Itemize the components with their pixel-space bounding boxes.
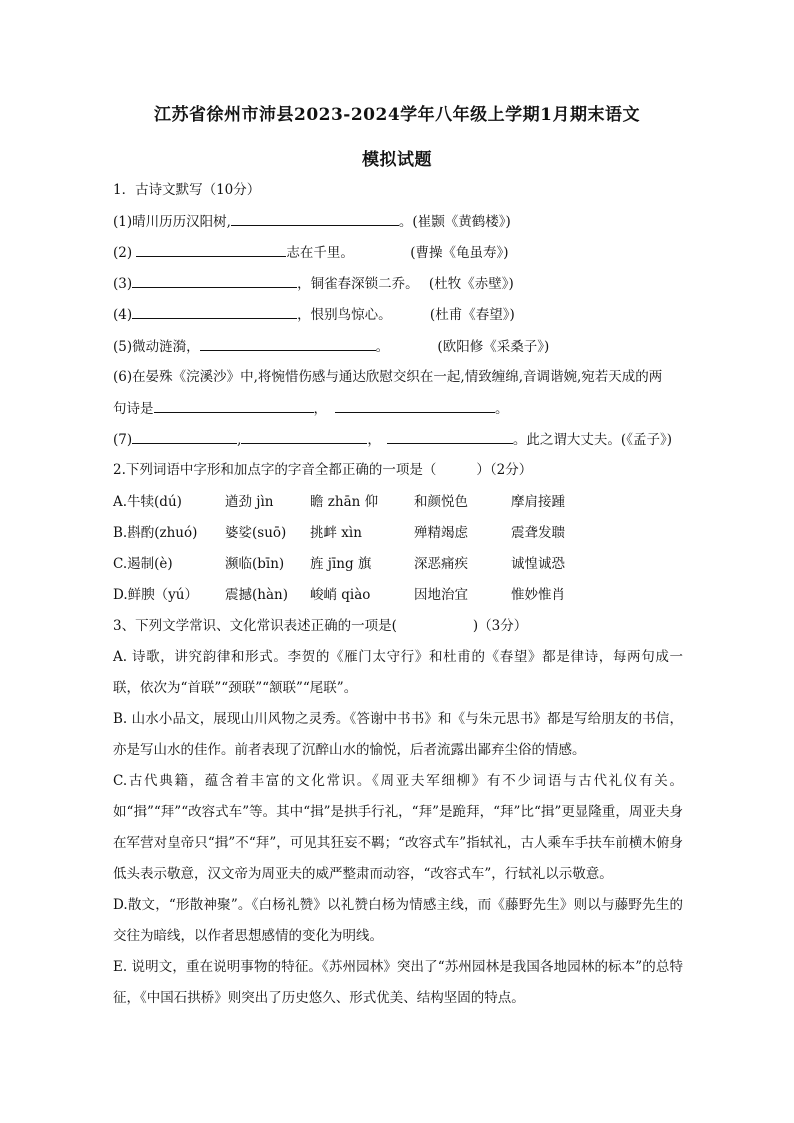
q1-5-text: 。 (375, 339, 390, 355)
q1-item-6-line2 (113, 398, 683, 419)
option-word: 惟妙惟肖 (511, 587, 565, 603)
option-word: D.鲜腴（yú） (113, 587, 198, 603)
option-word: 遒劲 jìn (225, 494, 274, 510)
answer-blank (241, 429, 367, 444)
q2-option-c (113, 554, 683, 574)
answer-blank (132, 273, 297, 288)
answer-blank (335, 398, 495, 413)
q1-2-text: 志在千里。 (286, 245, 354, 261)
answer-blank (132, 304, 297, 319)
q1-4-source: (杜甫《春望》) (429, 307, 515, 323)
q1-item-2 (113, 242, 683, 263)
q3-option-e: E. 说明文，重在说明事物的特征。《苏州园林》突出了“苏州园林是我国各地园林的标本”的总特征，《中国石拱桥》则突出了历史悠久、形式优美、结构坚固的特点。 (113, 959, 683, 1006)
q1-1-prefix: (1)晴川历历汉阳树, (113, 214, 231, 230)
q2-option-b (113, 523, 683, 543)
exam-title: 江苏省徐州市沛县2023-2024学年八年级上学期1月期末语文 (153, 105, 640, 125)
option-word: 震聋发聩 (511, 525, 565, 541)
q1-item-4 (113, 304, 683, 325)
q1-7-sep2: ， (367, 432, 381, 448)
option-word: 婆娑(suō) (225, 525, 287, 541)
option-word: 殚精竭虑 (414, 525, 468, 541)
q3-option-a: A. 诗歌，讲究韵律和形式。李贺的《雁门太守行》和杜甫的《春望》都是律诗，每两句成一联，依次为“首联”“颈联”“颔联”“尾联”。 (113, 649, 683, 696)
option-word: 摩肩接踵 (511, 494, 565, 510)
option-word: 峻峭 qiào (310, 587, 371, 603)
q1-item-3 (113, 273, 683, 294)
option-word: A.牛犊(dú) (113, 494, 182, 510)
q1-item-1 (113, 211, 683, 232)
q1-3-source: (杜牧《赤壁》) (428, 276, 514, 292)
q1-6-end: 。 (495, 401, 509, 417)
answer-blank (200, 336, 376, 351)
q1-1-source: 。(崔颢《黄鹤楼》) (398, 214, 511, 230)
q3-option-b: B. 山水小品文，展现山川风物之灵秀。《答谢中书书》和《与朱元思书》都是写给朋友的书信，亦是写山水的佳作。前者表现了沉醉山水的愉悦，后者流露出鄙弃尘俗的情感。 (113, 711, 683, 758)
answer-blank (136, 242, 286, 257)
option-word: B.斟酌(zhuó) (113, 525, 198, 541)
option-word: C.遏制(è) (113, 556, 173, 572)
q1-item-7 (113, 429, 683, 450)
q1-7-sep1: , (237, 432, 242, 448)
q2-header-text: 2.下列词语中字形和加点字的字音全都正确的一项是（ (113, 462, 437, 478)
q2-option-d (113, 585, 683, 605)
q1-item-5 (113, 336, 683, 357)
answer-blank (231, 211, 399, 226)
q1-7-prefix: (7) (113, 432, 133, 448)
option-word: 震撼(hàn) (225, 587, 288, 603)
exam-subtitle: 模拟试题 (362, 150, 432, 170)
q1-4-prefix: (4) (113, 307, 133, 323)
answer-blank (154, 398, 314, 413)
q1-4-text: ，恨别鸟惊心。 (297, 307, 392, 323)
q1-header: 1．古诗文默写（10分） (113, 182, 261, 198)
answer-blank (132, 429, 237, 444)
q3-header-score: )（3分） (472, 618, 528, 634)
option-word: 旌 jīng 旗 (310, 556, 372, 572)
q1-3-prefix: (3) (113, 276, 133, 292)
option-word: 诚惶诚恐 (511, 556, 565, 572)
q3-header-text: 3、下列文学常识、文化常识表述正确的一项是( (113, 618, 397, 634)
q1-2-source: (曹操《龟虽寿》) (410, 245, 509, 261)
option-word: 挑衅 xìn (310, 525, 362, 541)
answer-blank (387, 429, 513, 444)
option-word: 瞻 zhān 仰 (310, 494, 379, 510)
q1-6-prefix: 句诗是 (113, 401, 154, 417)
q1-7-source: 。此之谓大丈夫。(《孟子》) (512, 432, 672, 448)
q1-2-prefix: (2) (113, 245, 133, 261)
q1-6-comma: ， (313, 401, 327, 417)
q2-header (113, 460, 683, 480)
option-word: 和颜悦色 (414, 494, 468, 510)
option-word: 深恶痛疾 (414, 556, 468, 572)
q1-item-6-line1: (6)在晏殊《浣溪沙》中,将惋惜伤感与通达欣慰交织在一起,情致缠绵,音调谐婉,宛若天成的两 (113, 369, 663, 385)
option-word: 濒临(bīn) (225, 556, 285, 572)
q3-option-c: C.古代典籍，蕴含着丰富的文化常识。《周亚夫军细柳》有不少词语与古代礼仪有关。如“揖”“拜”“改容式车”等。其中“揖”是拱手行礼，“拜”是跪拜，“拜”比“揖”更显隆重，周亚夫身在军营对皇帝只“揖”不“拜”，可见其狂妄不羁；“改容式车”指轼礼，古人乘车手扶车前横木俯身低头表示敬意，汉文帝为周亚夫的威严整肃而动容，“改容式车”，行轼礼以示敬意。 (113, 773, 683, 882)
q3-header (113, 616, 683, 636)
q1-5-source: (欧阳修《采桑子》) (437, 339, 550, 355)
q3-option-d: D.散文，“形散神聚”。《白杨礼赞》以礼赞白杨为情感主线，而《藤野先生》则以与藤野先生的交往为暗线，以作者思想感情的变化为明线。 (113, 897, 683, 944)
q1-3-text: ，铜雀春深锁二乔。 (297, 276, 419, 292)
option-word: 因地治宜 (414, 587, 468, 603)
q2-header-score: ）（2分） (476, 462, 533, 478)
q1-5-prefix: (5)微动涟漪， (113, 339, 200, 355)
q2-option-a (113, 492, 683, 512)
